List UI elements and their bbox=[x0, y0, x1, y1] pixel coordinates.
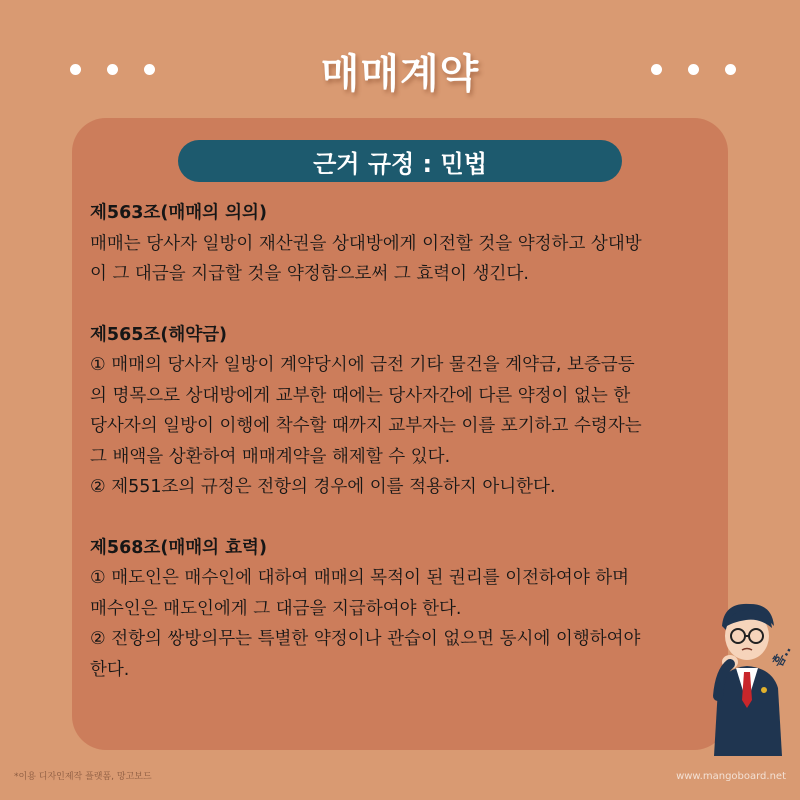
article-line: 매매는 당사자 일방이 재산권을 상대방에게 이전할 것을 약정하고 상대방 bbox=[90, 233, 642, 254]
dot-icon bbox=[144, 64, 155, 75]
footer-url: www.mangoboard.net bbox=[676, 771, 786, 782]
article-line: ① 매매의 당사자 일방이 계약당시에 금전 기타 물건을 계약금, 보증금등 bbox=[90, 355, 635, 375]
dot-icon bbox=[725, 64, 736, 75]
article-line: 한다. bbox=[90, 659, 130, 680]
article-heading: 제565조(해약금) bbox=[90, 324, 228, 345]
article-line: 당사자의 일방이 이행에 착수할 때까지 교부자는 이를 포기하고 수령자는 bbox=[90, 416, 642, 436]
article-line: 이 그 대금을 지급할 것을 약정함으로써 그 효력이 생긴다. bbox=[90, 264, 529, 284]
article-568 bbox=[90, 533, 730, 686]
article-line: 의 명목으로 상대방에게 교부한 때에는 당사자간에 다른 약정이 없는 한 bbox=[90, 385, 631, 406]
article-565 bbox=[90, 320, 730, 503]
dot-icon bbox=[70, 64, 81, 75]
character-speech: 흠.. bbox=[770, 643, 795, 670]
article-line: ② 전항의 쌍방의무는 특별한 약정이나 관습이 없으면 동시에 이행하여야 bbox=[90, 629, 641, 649]
article-heading: 제563조(매매의 의의) bbox=[90, 203, 267, 223]
decorative-dots-left bbox=[70, 64, 155, 75]
article-line: 그 배액을 상환하여 매매계약을 해제할 수 있다. bbox=[90, 446, 451, 467]
lawyer-character-icon bbox=[700, 596, 800, 756]
subtitle-pill: 근거 규정 : 민법 bbox=[178, 140, 622, 182]
dot-icon bbox=[688, 64, 699, 75]
article-line: 매수인은 매도인에게 그 대금을 지급하여야 한다. bbox=[90, 598, 462, 619]
page-title: 매매계약 bbox=[320, 51, 480, 97]
dot-icon bbox=[107, 64, 118, 75]
article-line: ① 매도인은 매수인에 대하여 매매의 목적이 된 권리를 이전하여야 하며 bbox=[90, 568, 630, 588]
article-line: ② 제551조의 규정은 전항의 경우에 이를 적용하지 아니한다. bbox=[90, 477, 556, 497]
decorative-dots-right bbox=[651, 64, 736, 75]
article-heading: 제568조(매매의 효력) bbox=[90, 537, 267, 558]
article-563 bbox=[90, 198, 730, 290]
footer-credit: *이용 디자인제작 플랫폼, 망고보드 bbox=[14, 772, 152, 782]
law-text bbox=[90, 198, 730, 715]
dot-icon bbox=[651, 64, 662, 75]
